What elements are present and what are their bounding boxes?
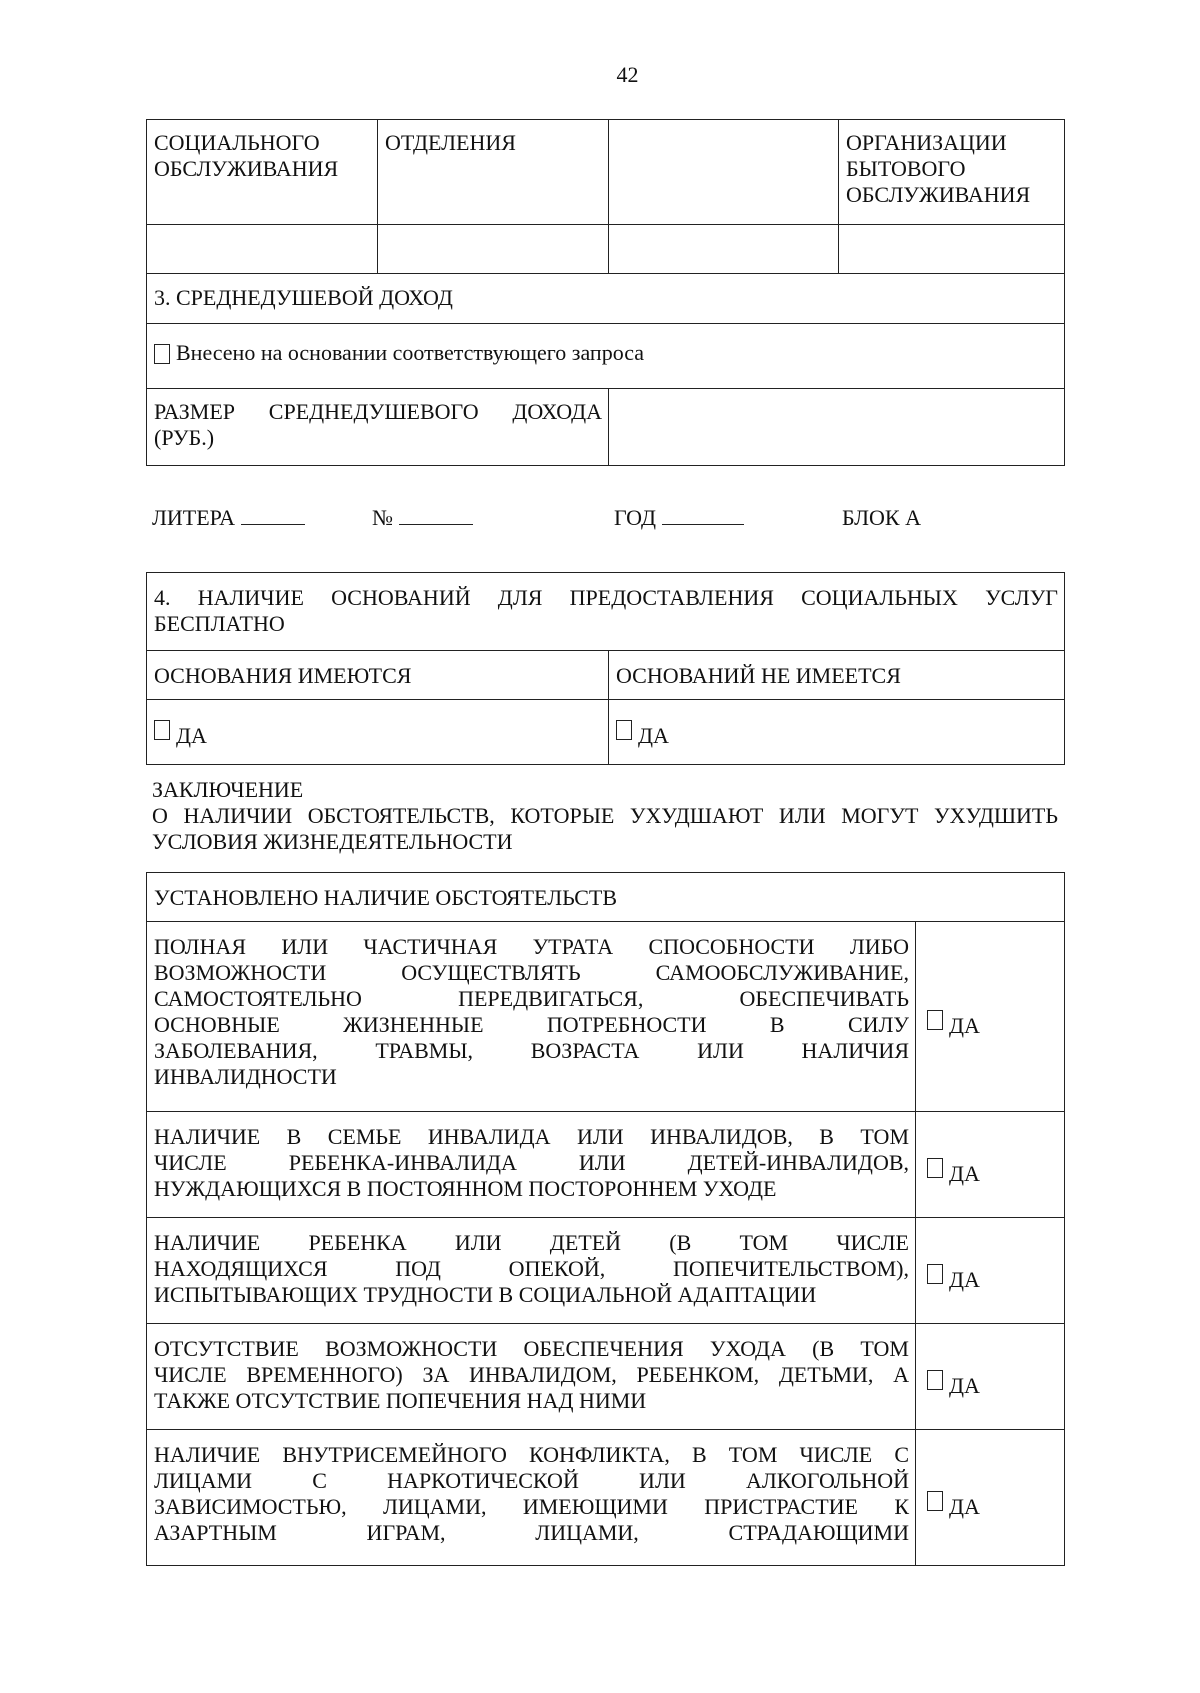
- litera-blank[interactable]: [241, 506, 305, 525]
- section-title-text: 3. СРЕДНЕДУШЕВОЙ ДОХОД: [154, 285, 453, 310]
- cell-text: ОТДЕЛЕНИЯ: [385, 130, 516, 155]
- number-label: №: [372, 505, 393, 530]
- cell-text: СОЦИАЛЬНОГО ОБСЛУЖИВАНИЯ: [154, 130, 339, 181]
- checkbox[interactable]: [154, 720, 170, 740]
- text-line: САМОСТОЯТЕЛЬНО ПЕРЕДВИГАТЬСЯ, ОБЕСПЕЧИВАТЬ: [154, 985, 909, 1011]
- year-label: ГОД: [614, 505, 656, 530]
- section-4-title: [147, 573, 1065, 651]
- blank-cell[interactable]: [609, 225, 839, 274]
- text-line: НАЛИЧИЕ РЕБЕНКА ИЛИ ДЕТЕЙ (В ТОМ ЧИСЛЕ: [154, 1230, 909, 1255]
- yes-label: ДА: [949, 1012, 980, 1038]
- income-value-cell[interactable]: [609, 389, 1065, 466]
- text-line: ОТСУТСТВИЕ ВОЗМОЖНОСТИ ОБЕСПЕЧЕНИЯ УХОДА (В ТОМ: [154, 1336, 909, 1361]
- text-line: ЗАБОЛЕВАНИЯ, ТРАВМЫ, ВОЗРАСТА ИЛИ НАЛИЧИЯ: [154, 1037, 909, 1063]
- free-services-table: [146, 572, 1065, 765]
- text-line: АЗАРТНЫМ ИГРАМ, ЛИЦАМИ, СТРАДАЮЩИМИ: [154, 1519, 909, 1545]
- block-label: БЛОК А: [842, 505, 921, 530]
- checkbox[interactable]: [927, 1370, 943, 1390]
- income-label: РАЗМЕР СРЕДНЕДУШЕВОГО ДОХОДА (РУБ.): [154, 399, 602, 450]
- text-line: ТАКЖЕ ОТСУТСТВИЕ ПОПЕЧЕНИЯ НАД НИМИ: [154, 1387, 647, 1413]
- text-line: ИСПЫТЫВАЮЩИХ ТРУДНОСТИ В СОЦИАЛЬНОЙ АДАПТАЦИИ: [154, 1281, 817, 1307]
- text-line: НАХОДЯЩИХСЯ ПОД ОПЕКОЙ, ПОПЕЧИТЕЛЬСТВОМ),: [154, 1255, 909, 1281]
- yes-option: [916, 1324, 1065, 1430]
- yes-option: [916, 1112, 1065, 1218]
- yes-label: ДА: [176, 723, 207, 748]
- cell-household-org: [839, 120, 1065, 225]
- grounds-exist-option: [147, 700, 609, 765]
- blank-cell[interactable]: [378, 225, 609, 274]
- checkbox[interactable]: [154, 344, 170, 364]
- text-line: ЧИСЛЕ РЕБЕНКА-ИНВАЛИДА ИЛИ ДЕТЕЙ-ИНВАЛИДОВ,: [154, 1149, 909, 1175]
- circumstance-row: [147, 1112, 1065, 1218]
- income-label-cell: [147, 389, 609, 466]
- cell-social-service: [147, 120, 378, 225]
- grounds-exist-header: [147, 651, 609, 700]
- circumstance-text: [147, 1324, 916, 1430]
- text-line: ЧИСЛЕ ВРЕМЕННОГО) ЗА ИНВАЛИДОМ, РЕБЕНКОМ, ДЕТЬМИ, А: [154, 1361, 909, 1387]
- text-line: ПОЛНАЯ ИЛИ ЧАСТИЧНАЯ УТРАТА СПОСОБНОСТИ ЛИБО: [154, 934, 909, 959]
- cell-department: [378, 120, 609, 225]
- text-line: НАЛИЧИЕ В СЕМЬЕ ИНВАЛИДА ИЛИ ИНВАЛИДОВ, В ТОМ: [154, 1124, 909, 1149]
- text-line: ОСНОВНЫЕ ЖИЗНЕННЫЕ ПОТРЕБНОСТИ В СИЛУ: [154, 1011, 909, 1037]
- circumstance-row: [147, 922, 1065, 1112]
- yes-option: [916, 1430, 1065, 1566]
- text-line: ИНВАЛИДНОСТИ: [154, 1063, 337, 1089]
- services-income-table: [146, 119, 1065, 466]
- header-text: ОСНОВАНИЯ ИМЕЮТСЯ: [154, 663, 412, 688]
- cell-empty: [609, 120, 839, 225]
- checkbox[interactable]: [927, 1491, 943, 1511]
- section-title-text: 4. НАЛИЧИЕ ОСНОВАНИЙ ДЛЯ ПРЕДОСТАВЛЕНИЯ СОЦИАЛЬНЫХ УСЛУГ БЕСПЛАТНО: [154, 585, 1058, 636]
- circumstance-row: [147, 1218, 1065, 1324]
- checkbox[interactable]: [927, 1158, 943, 1178]
- checkbox[interactable]: [616, 720, 632, 740]
- circumstance-text: [147, 1218, 916, 1324]
- page-number: 42: [616, 62, 639, 87]
- circumstance-row: [147, 1430, 1065, 1566]
- yes-label: ДА: [949, 1266, 980, 1292]
- yes-label: ДА: [949, 1160, 980, 1186]
- yes-option: [916, 922, 1065, 1112]
- header-text: УСТАНОВЛЕНО НАЛИЧИЕ ОБСТОЯТЕЛЬСТВ: [154, 885, 617, 910]
- request-note-text: Внесено на основании соответствующего запроса: [176, 340, 645, 365]
- text-line: ВОЗМОЖНОСТИ ОСУЩЕСТВЛЯТЬ САМООБСЛУЖИВАНИЕ,: [154, 959, 909, 985]
- grounds-absent-header: [609, 651, 1065, 700]
- conclusion-text: О НАЛИЧИИ ОБСТОЯТЕЛЬСТВ, КОТОРЫЕ УХУДШАЮТ ИЛИ МОГУТ УХУДШИТЬ УСЛОВИЯ ЖИЗНЕДЕЯТЕЛЬНОСТИ: [152, 802, 1058, 854]
- number-blank[interactable]: [399, 506, 473, 525]
- request-note-row: [147, 324, 1065, 389]
- text-line: ЛИЦАМИ С НАРКОТИЧЕСКОЙ ИЛИ АЛКОГОЛЬНОЙ: [154, 1467, 909, 1493]
- conclusion-block: [152, 777, 1058, 855]
- yes-label: ДА: [638, 723, 669, 748]
- circumstances-table: [146, 872, 1065, 1566]
- checkbox[interactable]: [927, 1264, 943, 1284]
- circumstance-text: [147, 1112, 916, 1218]
- text-line: НУЖДАЮЩИХСЯ В ПОСТОЯННОМ ПОСТОРОННЕМ УХОДЕ: [154, 1175, 777, 1201]
- litera-label: ЛИТЕРА: [152, 505, 235, 530]
- blank-cell[interactable]: [839, 225, 1065, 274]
- circumstance-row: [147, 1324, 1065, 1430]
- conclusion-title: ЗАКЛЮЧЕНИЕ: [152, 777, 304, 802]
- text-line: ЗАВИСИМОСТЬЮ, ЛИЦАМИ, ИМЕЮЩИМИ ПРИСТРАСТИЕ К: [154, 1493, 909, 1519]
- year-blank[interactable]: [662, 506, 744, 525]
- circumstance-text: [147, 1430, 916, 1566]
- cell-text: ОРГАНИЗАЦИИ БЫТОВОГО ОБСЛУЖИВАНИЯ: [846, 130, 1031, 207]
- text-line: НАЛИЧИЕ ВНУТРИСЕМЕЙНОГО КОНФЛИКТА, В ТОМ ЧИСЛЕ С: [154, 1442, 909, 1467]
- section-3-title: [147, 274, 1065, 324]
- header-text: ОСНОВАНИЙ НЕ ИМЕЕТСЯ: [616, 663, 901, 688]
- grounds-absent-option: [609, 700, 1065, 765]
- yes-label: ДА: [949, 1372, 980, 1398]
- yes-option: [916, 1218, 1065, 1324]
- circumstance-text: [147, 922, 916, 1112]
- checkbox[interactable]: [927, 1010, 943, 1030]
- circumstances-header: [147, 873, 1065, 922]
- yes-label: ДА: [949, 1493, 980, 1519]
- blank-cell[interactable]: [147, 225, 378, 274]
